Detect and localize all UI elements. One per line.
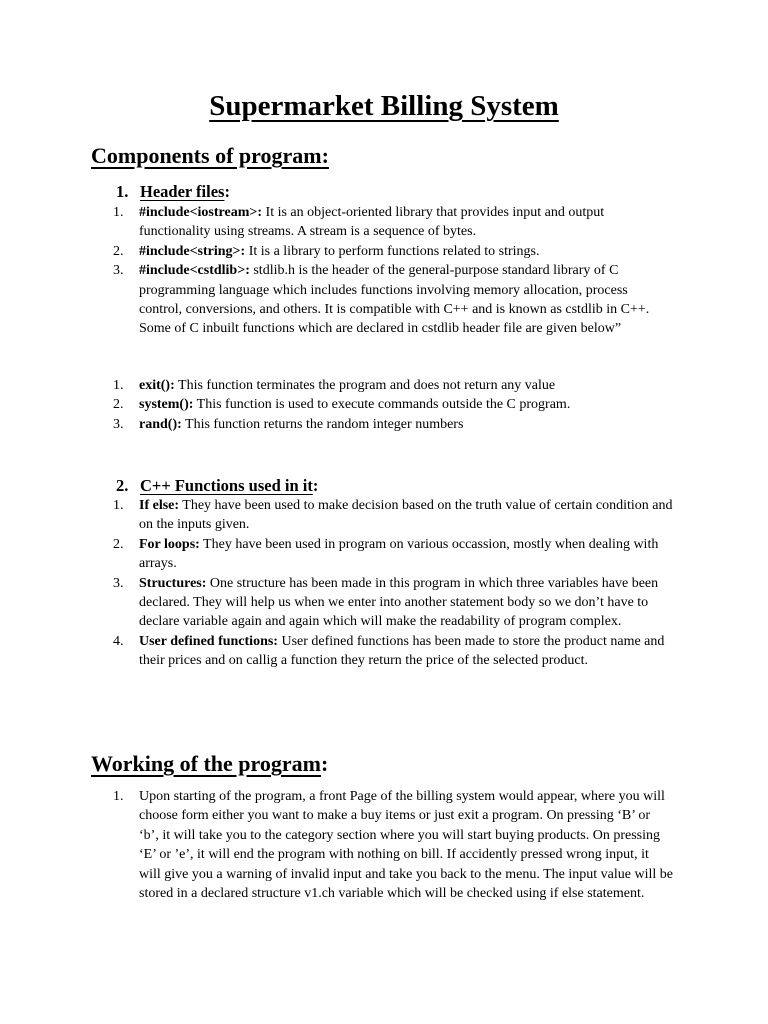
item-text: It is an object-oriented library that provides input and output functionality using streams. A stream is a sequence of bytes. — [139, 205, 605, 240]
cpp-functions-heading — [116, 476, 318, 496]
list-item — [113, 496, 673, 535]
list-item — [113, 203, 673, 242]
document-title: Supermarket Billing System — [209, 90, 559, 122]
item-text: This function returns the random integer numbers — [181, 416, 464, 432]
item-term: User defined functions: — [139, 633, 278, 649]
item-term: system(): — [139, 397, 194, 413]
list-marker: 4. — [113, 633, 124, 649]
item-text: This function terminates the program and does not return any value — [174, 378, 556, 393]
list-item — [113, 415, 673, 434]
list-marker: 1. — [113, 205, 124, 220]
working-list — [113, 787, 673, 903]
list-item — [113, 261, 673, 339]
item-text: One structure has been made in this program in which three variables have been declared. They will help us when we enter into another statement body so we don’t have to declare variable again and again which will make the readability of program complex. — [139, 575, 659, 630]
list-marker: 2. — [113, 536, 124, 552]
list-marker: 3. — [113, 263, 124, 279]
header-files-colon: : — [224, 182, 230, 201]
item-term: #include<string>: — [139, 243, 246, 259]
item-text: They have been used in program on various occassion, mostly when dealing with arrays. — [139, 536, 659, 572]
list-marker: 3. — [113, 416, 124, 432]
list-marker: 2. — [113, 397, 124, 413]
list-marker: 1. — [113, 498, 124, 513]
list-item — [113, 376, 673, 395]
list-marker: 1. — [113, 378, 124, 393]
item-text: This function is used to execute commands outside the C program. — [193, 397, 571, 413]
working-heading-colon: : — [320, 751, 329, 776]
cpp-functions-colon: : — [312, 476, 319, 495]
item-text: It is a library to perform functions related to strings. — [245, 243, 540, 259]
item-term: Structures: — [139, 575, 207, 591]
header-files-label: Header files — [140, 182, 225, 201]
list-item — [113, 535, 673, 574]
list-marker: 3. — [113, 575, 124, 591]
item-term: exit(): — [139, 378, 175, 393]
working-heading — [91, 751, 328, 777]
working-heading-label: Working of the program — [91, 751, 321, 776]
item-text: Upon starting of the program, a front Page of the billing system would appear, where you will choose form either you want to make a buy items or just exit a program. On pressing ‘B’ or ‘b’, it will take you to the category section where you will start buying products. On pressing ‘E’ or ’e’, it will end the program with nothing on bill. If accidently pressed wrong input, it will give you a warning of invalid input and take you back to the menu. The input value will be stored in a declared structure v1.ch variable which will be checked using if else statement. — [139, 789, 673, 902]
list-marker: 2. — [113, 243, 124, 259]
header-files-heading — [116, 182, 230, 202]
item-term: #include<cstdlib>: — [139, 263, 250, 279]
cpp-functions-label: C++ Functions used in it — [140, 476, 313, 495]
list-item — [113, 242, 673, 261]
list-item — [113, 574, 673, 632]
list-item — [113, 787, 673, 903]
item-term: rand(): — [139, 416, 182, 432]
components-heading: Components of program: — [91, 143, 329, 168]
item-text: They have been used to make decision based on the truth value of certain condition and on the inputs given. — [139, 498, 673, 533]
header-files-list — [113, 203, 673, 339]
cpp-functions-number: 2. — [116, 476, 129, 495]
item-term: For loops: — [139, 536, 200, 552]
list-marker: 1. — [113, 789, 124, 804]
cpp-functions-list — [113, 496, 673, 671]
header-files-number: 1. — [116, 182, 129, 201]
item-term: If else: — [139, 498, 180, 513]
item-text: stdlib.h is the header of the general-purpose standard library of C programming language which includes functions involving memory allocation, process control, conversions, and others. It is compatible with C++ and is known as cstdlib in C++. Some of C inbuilt functions which are declared in cstdlib header file are given below” — [139, 263, 650, 337]
list-item — [113, 632, 673, 671]
list-item — [113, 395, 673, 414]
cstdlib-functions-list — [113, 376, 673, 434]
item-term: #include<iostream>: — [139, 205, 263, 220]
item-text: User defined functions has been made to store the product name and their prices and on callig a function they return the price of the selected product. — [139, 633, 665, 669]
